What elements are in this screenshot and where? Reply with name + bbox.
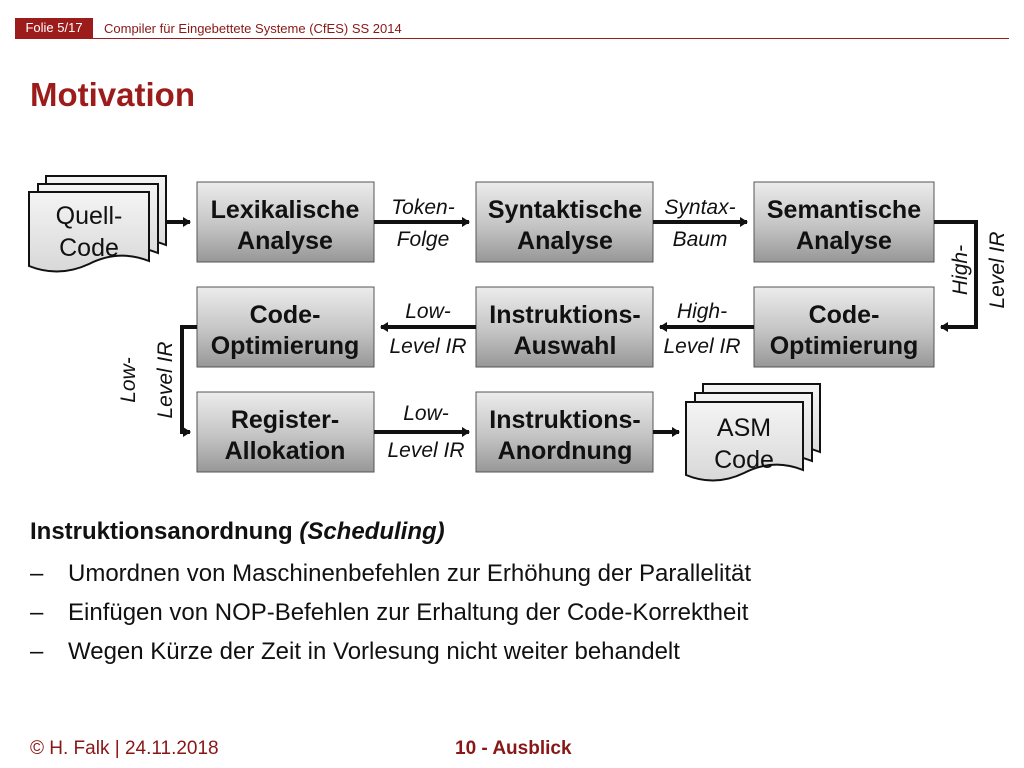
svg-text:Level IR: Level IR [389, 335, 467, 358]
svg-text:Syntaktische: Syntaktische [487, 196, 643, 224]
svg-text:Level IR: Level IR [154, 341, 177, 419]
svg-text:Optimierung: Optimierung [769, 332, 919, 360]
svg-text:Level IR: Level IR [663, 335, 741, 358]
content-heading [30, 518, 1010, 546]
svg-text:Anordnung: Anordnung [497, 437, 633, 465]
footer-section: 10 - Ausblick [455, 738, 572, 759]
syntactic-analysis-box [476, 182, 653, 262]
svg-text:Allokation: Allokation [224, 437, 346, 465]
bullet-item [30, 560, 1010, 588]
content-section [30, 518, 1010, 677]
bullet-item [30, 638, 1010, 666]
register-allocation-box [197, 392, 374, 472]
lexical-analysis-box [197, 182, 374, 262]
instruction-scheduling-box [476, 392, 653, 472]
heading-parenthetical: (Scheduling) [299, 518, 445, 545]
svg-text:Level IR: Level IR [986, 231, 1009, 309]
asm-doc-line1: ASM [716, 414, 772, 442]
source-code-document [29, 176, 166, 272]
svg-text:Token-: Token- [391, 196, 455, 219]
svg-text:Folge: Folge [396, 228, 450, 251]
arrow-codeopt-to-regalloc [182, 327, 197, 432]
svg-text:Register-: Register- [230, 406, 340, 434]
bullet-text: Einfügen von NOP-Befehlen zur Erhaltung der Code-Korrektheit [68, 599, 749, 626]
svg-text:Low-: Low- [403, 402, 449, 425]
svg-text:High-: High- [949, 244, 972, 296]
slide-number-badge: Folie 5/17 [15, 18, 93, 38]
svg-text:Low-: Low- [117, 357, 140, 403]
code-optimization-low-box [197, 287, 374, 367]
svg-text:Code-: Code- [808, 301, 880, 329]
bullet-marker: – [30, 599, 44, 626]
edge-label-low-ir-left [117, 341, 177, 418]
source-doc-line2: Code [59, 234, 119, 262]
bullet-text: Wegen Kürze der Zeit in Vorlesung nicht weiter behandelt [68, 638, 680, 665]
svg-text:Auswahl: Auswahl [513, 332, 617, 360]
slide-title: Motivation [30, 76, 195, 113]
svg-text:Syntax-: Syntax- [664, 196, 736, 219]
code-optimization-high-box [754, 287, 934, 367]
bullet-marker: – [30, 560, 44, 587]
asm-doc-line2: Code [714, 446, 774, 474]
bullet-text: Umordnen von Maschinenbefehlen zur Erhöhung der Parallelität [68, 560, 752, 587]
svg-text:Instruktions-: Instruktions- [489, 301, 641, 329]
svg-text:Instruktions-: Instruktions- [489, 406, 641, 434]
svg-text:Baum: Baum [672, 228, 728, 251]
bullet-item [30, 599, 1010, 627]
svg-text:High-: High- [676, 300, 728, 323]
asm-code-document [686, 384, 820, 481]
bullet-marker: – [30, 638, 44, 665]
source-doc-line1: Quell- [55, 202, 123, 230]
svg-text:Low-: Low- [405, 300, 451, 323]
svg-text:Code-: Code- [249, 301, 321, 329]
course-title: Compiler für Eingebettete Systeme (CfES) SS 2014 [104, 21, 402, 36]
svg-text:Analyse: Analyse [237, 227, 333, 255]
semantic-analysis-box [754, 182, 934, 262]
footer-author-date: © H. Falk | 24.11.2018 [30, 738, 219, 759]
svg-text:Optimierung: Optimierung [210, 332, 360, 360]
svg-text:Level IR: Level IR [387, 439, 465, 462]
svg-text:Analyse: Analyse [796, 227, 892, 255]
edge-label-high-ir-right [949, 231, 1009, 308]
instruction-selection-box [476, 287, 653, 367]
svg-text:Lexikalische: Lexikalische [210, 196, 360, 224]
svg-text:Semantische: Semantische [766, 196, 922, 224]
heading-text: Instruktionsanordnung [30, 518, 293, 545]
svg-text:Analyse: Analyse [517, 227, 613, 255]
